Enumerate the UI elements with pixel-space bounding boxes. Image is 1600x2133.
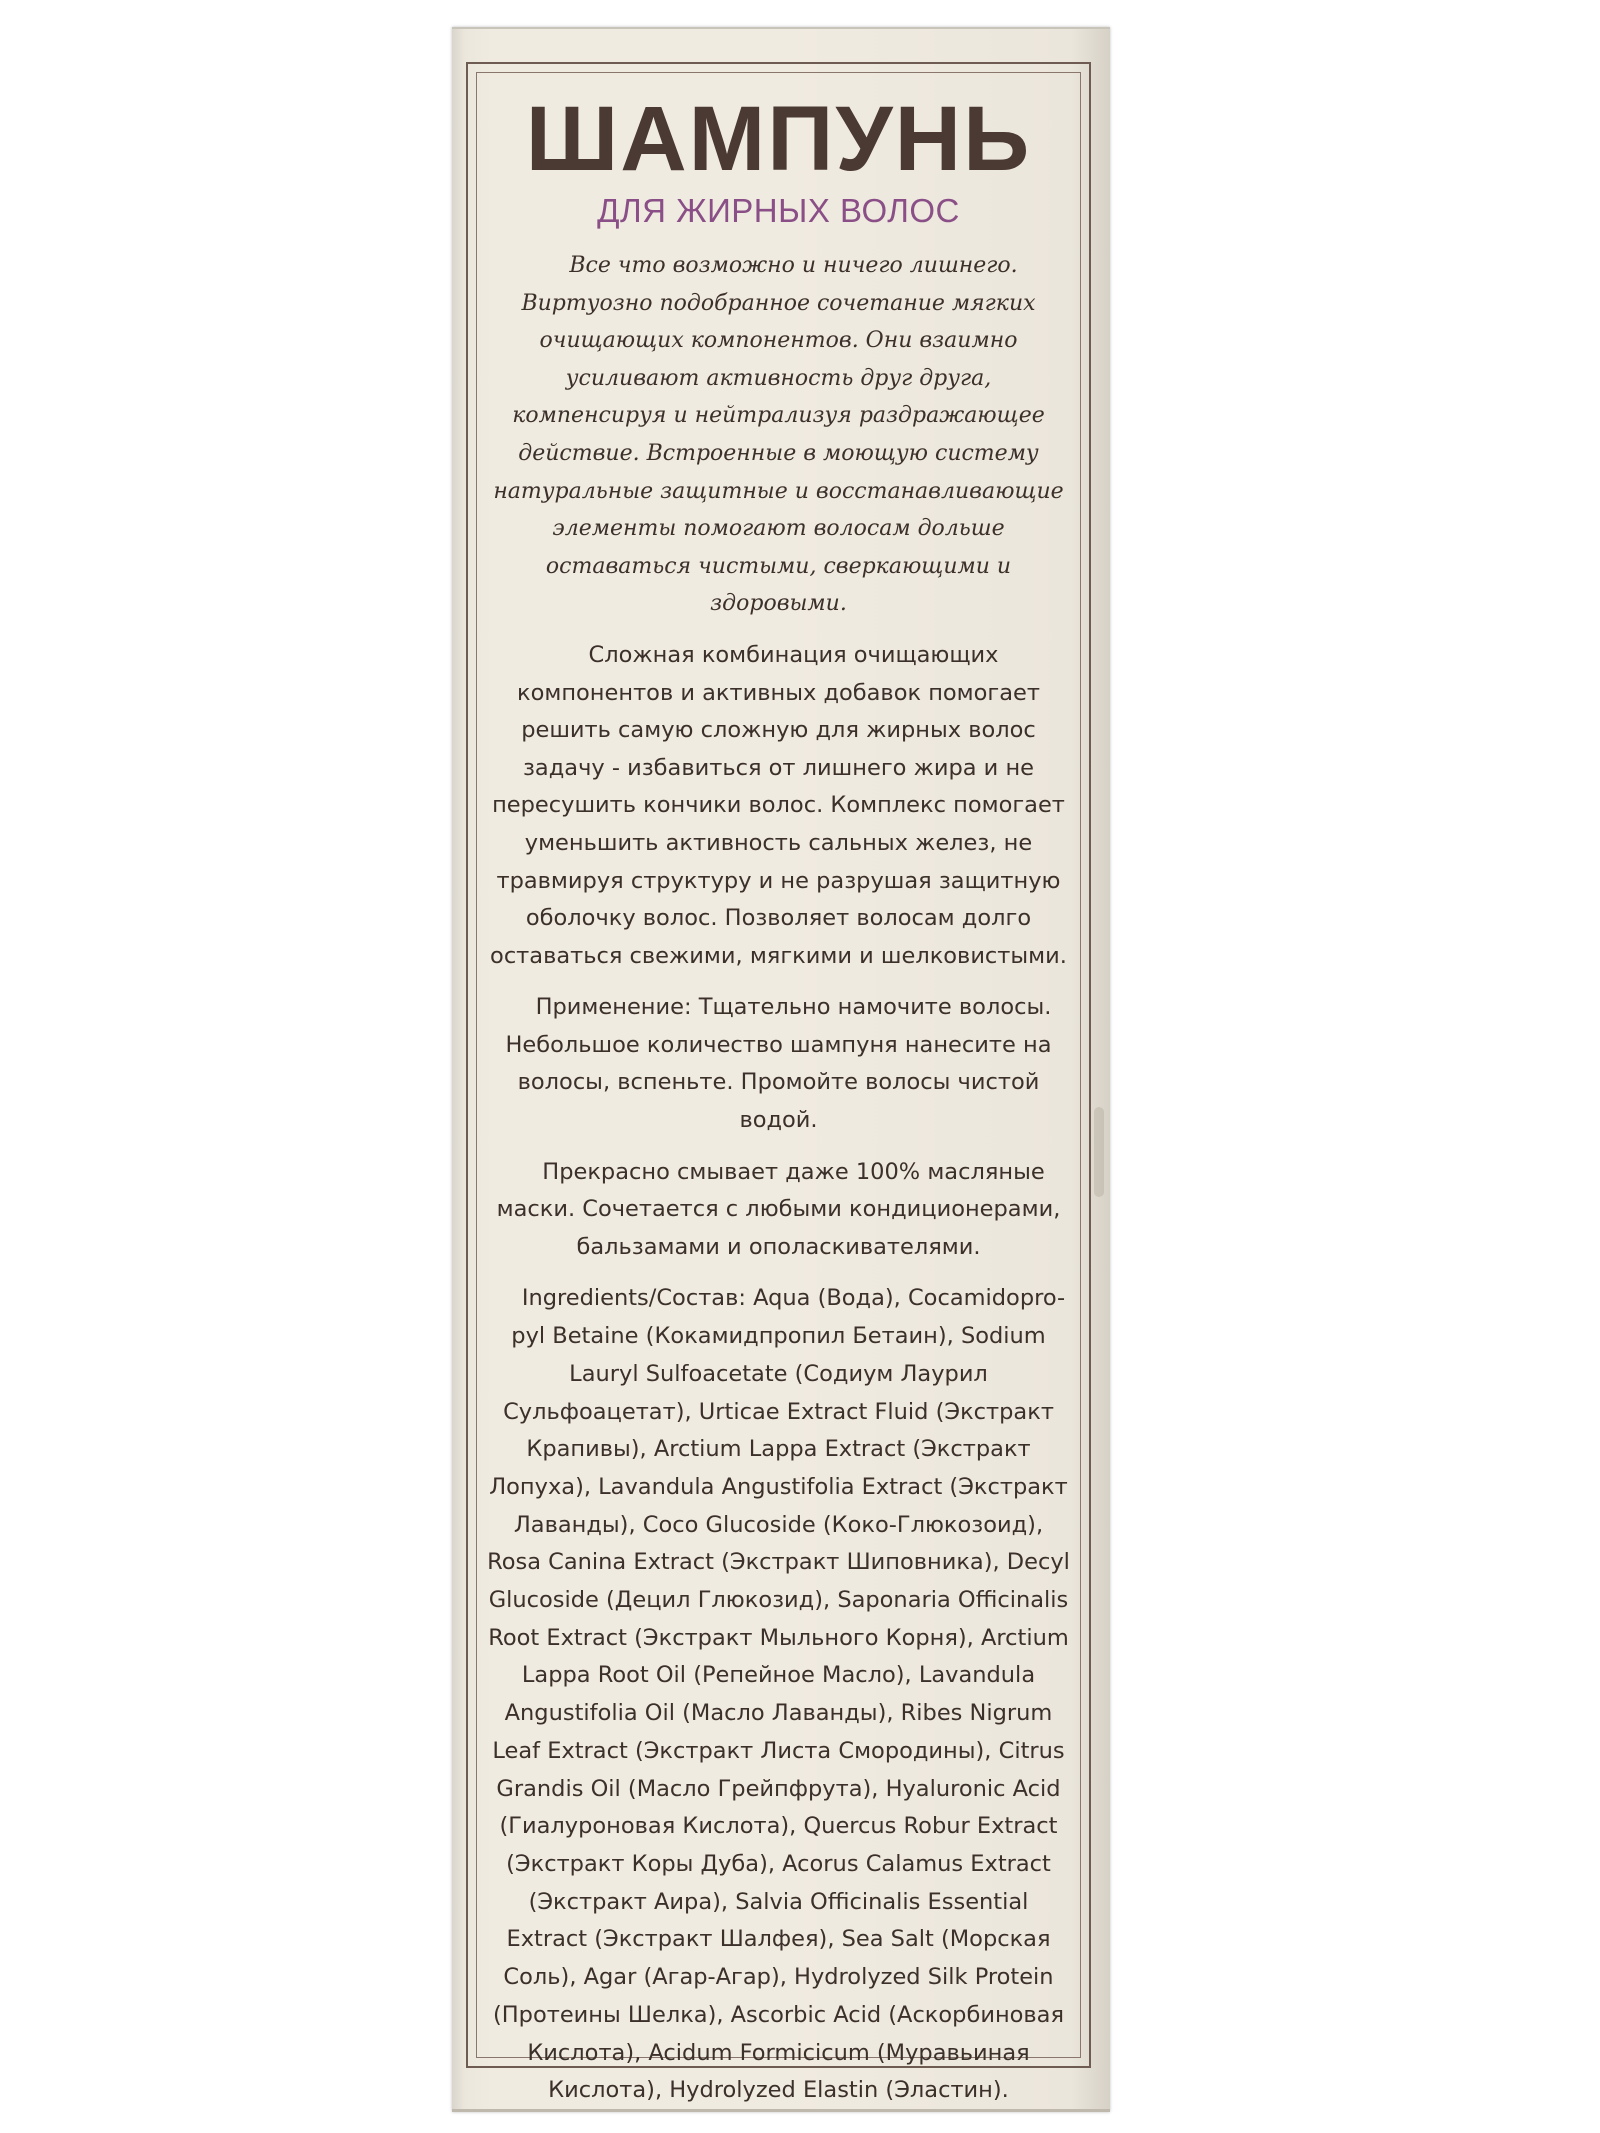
product-title: ШАМПУНЬ xyxy=(525,88,1032,190)
ingredients-paragraph: Ingredients/Состав: Aqua (Вода), Cocamidopro-pyl Betaine (Кокамидпропил Бетаин), Sodium Lauryl Sulfoacetate (Содиум Лаурил Сульфоацетат), Urticae Extract Fluid (Экстракт Крапивы), Arctium Lappa Extract (Экстракт Лопуха), Lavandula Angustifolia Extract (Экстракт Лаванды), Coco Glucoside (Коко-Глюкозоид), Rosa Canina Extract (Экстракт Шиповника), Decyl Glucoside (Децил Глюкозид), Saponaria Officinalis Root Extract (Экстракт Мыльного Корня), Arctium Lappa Root Oil (Репейное Масло), Lavandula Angustifolia Oil (Масло Лаванды), Ribes Nigrum Leaf Extract (Экстракт Листа Смородины), Citrus Grandis Oil (Масло Грейпфрута), Hyaluronic Acid (Гиалуроновая Кислота), Quercus Robur Extract (Экстракт Коры Дуба), Acorus Calamus Extract (Экстракт Аира), Salvia Officinalis Essential Extract (Экстракт Шалфея), Sea Salt (Морская Соль), Agar (Агар-Агар), Hydrolyzed Silk Protein (Протеины Шелка), Ascorbic Acid (Аскорбиновая Кислота), Acidum Formicicum (Муравьиная Кислота), Hydrolyzed Elastin (Эластин). xyxy=(487,1285,1070,2104)
rinse-paragraph: Прекрасно смывает даже 100% масляные маски. Сочетается с любыми кондиционерами, бальзамами и ополаскивателями. xyxy=(496,1158,1061,1260)
product-subtitle: ДЛЯ ЖИРНЫХ ВОЛОС xyxy=(597,192,960,229)
usage-paragraph: Применение: Тщательно намочите волосы. Небольшое количество шампуня нанесите на волосы, вспеньте. Промойте волосы чистой водой. xyxy=(505,994,1052,1134)
shampoo-box xyxy=(452,27,1110,2112)
box-scuff-mark xyxy=(1094,1107,1104,1197)
label-content xyxy=(486,87,1071,2110)
box-top-edge xyxy=(452,27,1110,29)
description-paragraph: Сложная комбинация очищающих компонентов и активных добавок помогает решить самую сложную для жирных волос задачу - избавиться от лишнего жира и не пересушить кончики волос. Комплекс помогает уменьшить активность сальных желез, не травмируя структуру и не разрушая защитную оболочку волос. Позволяет волосам долго оставаться свежими, мягкими и шелковистыми. xyxy=(490,641,1067,969)
intro-paragraph: Все что возможно и ничего лишнего. Виртуозно подобранное сочетание мягких очищающих компонентов. Они взаимно усиливают активность друг друга, компенсируя и нейтрализуя раздражающее действие. Встроенные в моющую систему натуральные защитные и восстанавливающие элементы помогают волосам дольше оставаться чистыми, сверкающими и здоровыми. xyxy=(493,253,1064,617)
